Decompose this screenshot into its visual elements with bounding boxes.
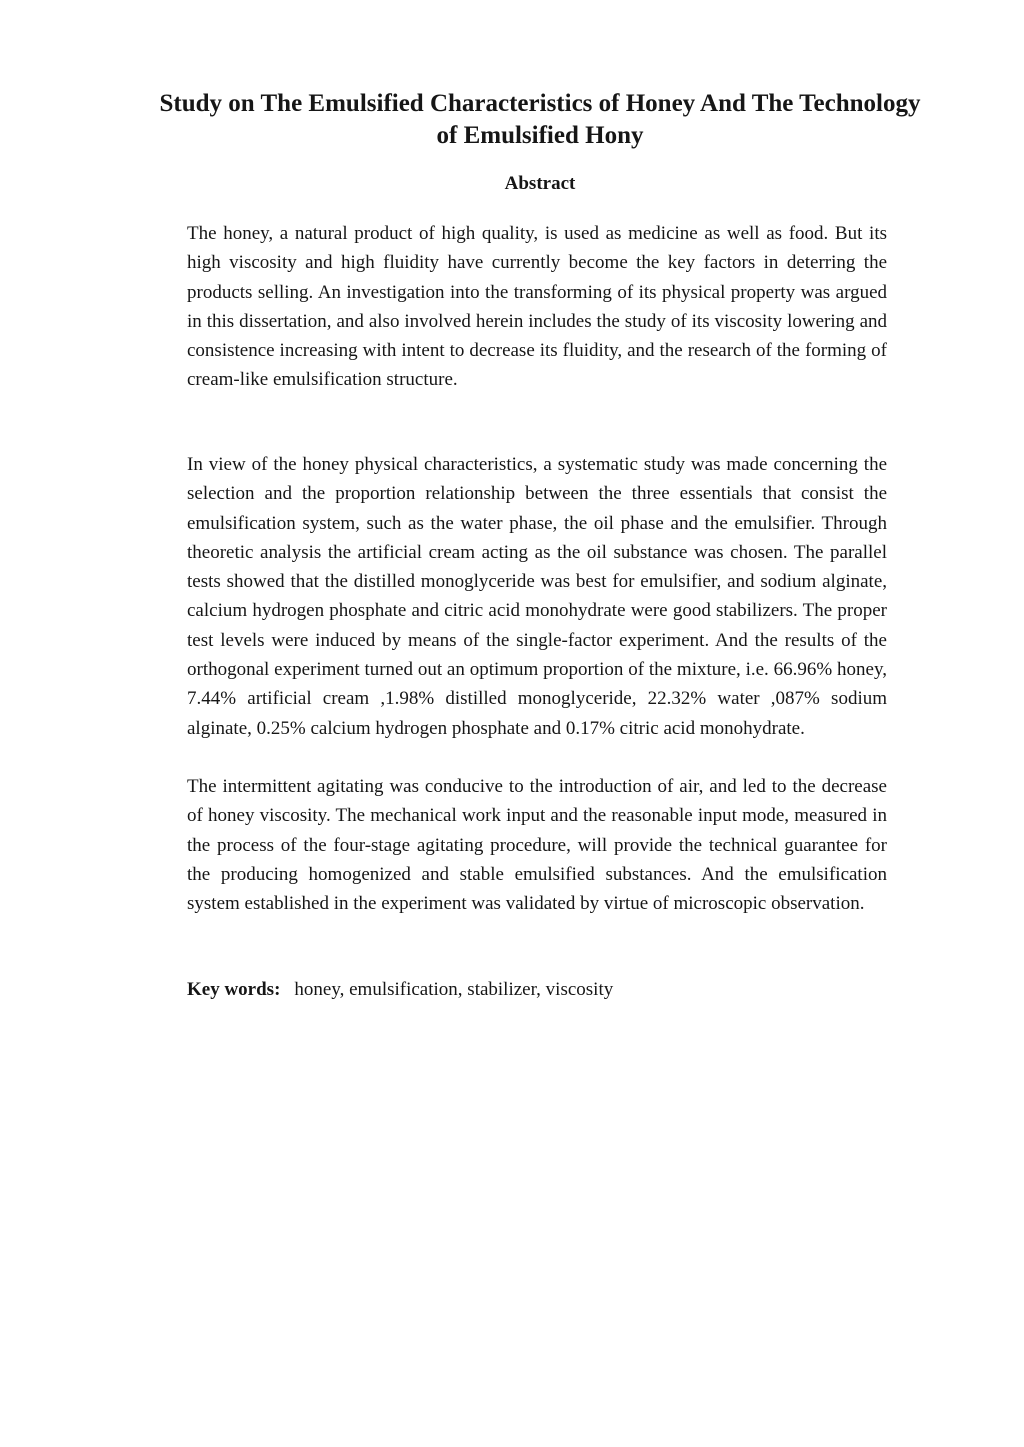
paper-title: Study on The Emulsified Characteristics of Honey And The Technology of Emulsified Hony [159,90,921,149]
abstract-paragraph-3: The intermittent agitating was conducive to the introduction of air, and led to the decrease of honey viscosity. The mechanical work input and the reasonable input mode, measured in the process of the four-stage agitating procedure, will provide the technical guarantee for the producing homogenized and stable emulsified substances. And the emulsification system established in the experiment was validated by virtue of microscopic observation. [187,776,887,915]
keywords-list: honey, emulsification, stabilizer, viscosity [294,979,614,1000]
abstract-heading: Abstract [504,173,576,194]
abstract-paragraph-1: The honey, a natural product of high quality, is used as medicine as well as food. But its high viscosity and high fluidity have currently become the key factors in deterring the products selling. An investigation into the transforming of its physical property was argued in this dissertation, and also involved herein includes the study of its viscosity lowering and consistence increasing with intent to decrease its fluidity, and the research of the forming of cream-like emulsification structure. [187,223,887,391]
abstract-paragraph-2: In view of the honey physical characteristics, a systematic study was made concerning the selection and the proportion relationship between the three essentials that consist the emulsification system, such as the water phase, the oil phase and the emulsifier. Through theoretic analysis the artificial cream acting as the oil substance was chosen. The parallel tests showed that the distilled monoglyceride was best for emulsifier, and sodium alginate, calcium hydrogen phosphate and citric acid monohydrate were good stabilizers. The proper test levels were induced by means of the single-factor experiment. And the results of the orthogonal experiment turned out an optimum proportion of the mixture, i.e. 66.96% honey, 7.44% artificial cream ,1.98% distilled monoglyceride, 22.32% water ,087% sodium alginate, 0.25% calcium hydrogen phosphate and 0.17% citric acid monohydrate. [187,454,887,739]
keywords-label: Key words: [187,979,281,1000]
keywords-line [187,975,887,1004]
